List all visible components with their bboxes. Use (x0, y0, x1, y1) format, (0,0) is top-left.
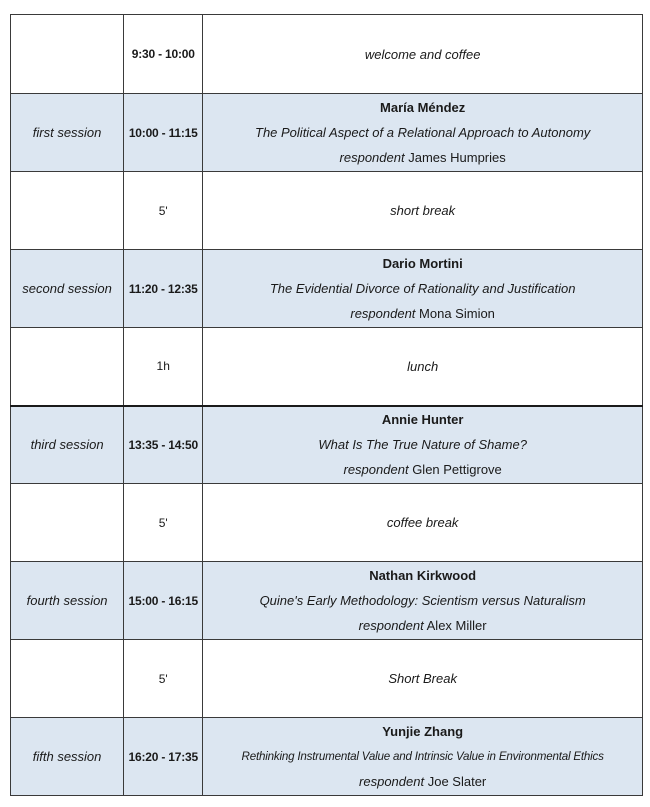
time-cell: 11:20 - 12:35 (124, 250, 203, 328)
speaker-name: María Méndez (380, 100, 466, 115)
respondent-line (203, 457, 642, 482)
schedule-row-break (11, 172, 643, 250)
event-cell: Short Break (203, 640, 643, 718)
schedule-row-fifth-session (11, 718, 643, 796)
event-cell: coffee break (203, 484, 643, 562)
respondent-label: respondent (358, 618, 424, 633)
respondent-name: Mona Simion (419, 306, 495, 321)
respondent-name: Alex Miller (426, 618, 487, 633)
session-label-cell: first session (11, 94, 124, 172)
session-label-cell: fourth session (11, 562, 124, 640)
schedule-row-lunch (11, 328, 643, 406)
respondent-line (203, 769, 642, 794)
talk-cell (203, 406, 643, 484)
talk-cell (203, 250, 643, 328)
talk-cell (203, 94, 643, 172)
session-label-cell (11, 15, 124, 94)
speaker-name: Dario Mortini (382, 256, 463, 271)
respondent-name: Joe Slater (427, 774, 487, 789)
speaker-name: Nathan Kirkwood (369, 568, 477, 583)
session-label-cell: fifth session (11, 718, 124, 796)
schedule-row-short-break (11, 640, 643, 718)
respondent-label: respondent (350, 306, 416, 321)
session-label-cell: second session (11, 250, 124, 328)
talk-cell (203, 718, 643, 796)
time-cell: 5' (124, 640, 203, 718)
respondent-name: James Humpries (408, 150, 506, 165)
respondent-label: respondent (339, 150, 405, 165)
event-cell: lunch (203, 328, 643, 406)
time-cell: 9:30 - 10:00 (124, 15, 203, 94)
talk-title: The Evidential Divorce of Rationality and Justification (269, 281, 576, 296)
session-label-cell (11, 484, 124, 562)
event-cell: short break (203, 172, 643, 250)
time-cell: 16:20 - 17:35 (124, 718, 203, 796)
respondent-line (203, 613, 642, 638)
schedule-table (10, 14, 643, 796)
respondent-line (203, 301, 642, 326)
time-cell: 5' (124, 484, 203, 562)
schedule-row-second-session (11, 250, 643, 328)
talk-cell (203, 562, 643, 640)
time-cell: 5' (124, 172, 203, 250)
schedule-row-third-session (11, 406, 643, 484)
schedule-row-coffee-break (11, 484, 643, 562)
time-cell: 15:00 - 16:15 (124, 562, 203, 640)
time-cell: 10:00 - 11:15 (124, 94, 203, 172)
talk-title: The Political Aspect of a Relational Approach to Autonomy (255, 125, 591, 140)
session-label-cell (11, 328, 124, 406)
respondent-name: Glen Pettigrove (412, 462, 502, 478)
time-cell: 13:35 - 14:50 (124, 406, 203, 484)
speaker-name: Annie Hunter (381, 412, 464, 428)
respondent-label: respondent (359, 774, 425, 789)
talk-title: What Is The True Nature of Shame? (318, 437, 527, 453)
respondent-line (203, 145, 642, 170)
schedule-row-welcome (11, 15, 643, 94)
session-label-cell (11, 172, 124, 250)
session-label-cell (11, 640, 124, 718)
time-cell: 1h (124, 328, 203, 406)
talk-title: Rethinking Instrumental Value and Intrinsic Value in Environmental Ethics (241, 750, 604, 763)
talk-title: Quine's Early Methodology: Scientism versus Naturalism (259, 593, 586, 608)
schedule-row-fourth-session (11, 562, 643, 640)
respondent-label: respondent (343, 462, 409, 478)
session-label-cell: third session (11, 406, 124, 484)
event-cell: welcome and coffee (203, 15, 643, 94)
schedule-row-first-session (11, 94, 643, 172)
speaker-name: Yunjie Zhang (382, 724, 464, 739)
